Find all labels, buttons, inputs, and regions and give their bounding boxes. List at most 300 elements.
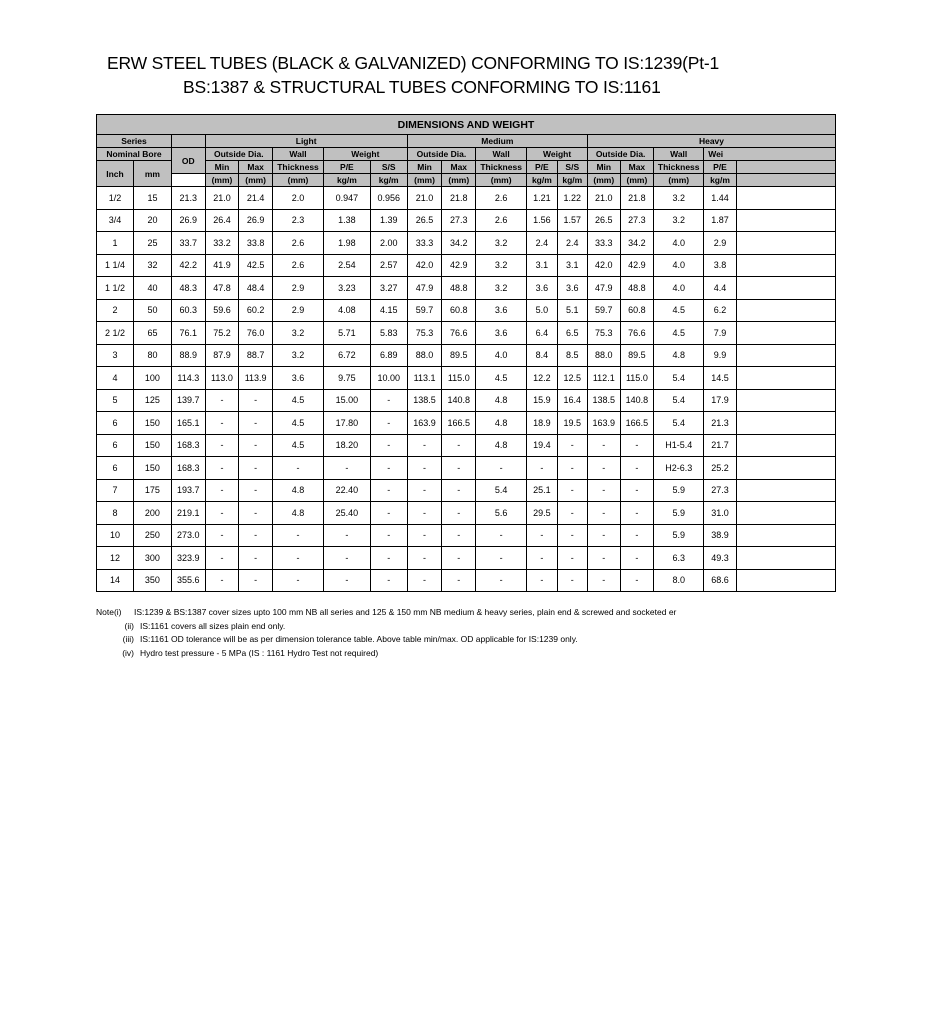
table-cell: 3.6 (476, 322, 527, 345)
table-banner: DIMENSIONS AND WEIGHT (97, 115, 836, 135)
table-cell: - (324, 569, 371, 592)
table-cell: 150 (133, 434, 171, 457)
table-cell: 5.6 (476, 502, 527, 525)
medium-outside-dia-header: Outside Dia. (407, 148, 475, 161)
od-header: OD (171, 148, 205, 174)
header-blank (736, 174, 835, 187)
table-cell: 10 (97, 524, 134, 547)
table-cell: - (620, 524, 654, 547)
table-cell: - (239, 479, 273, 502)
table-cell: - (620, 502, 654, 525)
table-cell: - (205, 569, 239, 592)
table-cell: 47.9 (407, 277, 442, 300)
table-cell: 34.2 (442, 232, 476, 255)
table-cell: 16.4 (557, 389, 587, 412)
table-row (97, 322, 836, 345)
table-cell: 113.0 (205, 367, 239, 390)
table-cell: 21.8 (442, 187, 476, 210)
table-cell: 4.0 (654, 254, 704, 277)
table-cell: - (239, 569, 273, 592)
table-cell: 89.5 (620, 344, 654, 367)
table-cell: 88.0 (587, 344, 620, 367)
table-cell: 7.9 (704, 322, 737, 345)
table-cell: 32 (133, 254, 171, 277)
table-cell: 4.8 (272, 479, 323, 502)
table-cell: 115.0 (442, 367, 476, 390)
table-cell: 1.87 (704, 209, 737, 232)
table-cell: 3.6 (476, 299, 527, 322)
light-ss-unit: kg/m (370, 174, 407, 187)
table-cell: 250 (133, 524, 171, 547)
table-cell: 18.9 (527, 412, 557, 435)
table-cell (736, 277, 835, 300)
table-cell: 27.3 (620, 209, 654, 232)
table-cell: 60.2 (239, 299, 273, 322)
table-cell: 4.5 (272, 412, 323, 435)
heavy-thickness-header: Thickness (654, 161, 704, 174)
table-cell: - (272, 569, 323, 592)
table-cell: - (587, 569, 620, 592)
table-cell: 5.9 (654, 479, 704, 502)
table-cell: 76.0 (239, 322, 273, 345)
table-cell: 5.0 (527, 299, 557, 322)
table-cell: - (324, 547, 371, 570)
table-cell: 6.72 (324, 344, 371, 367)
table-cell: 42.5 (239, 254, 273, 277)
table-cell: 115.0 (620, 367, 654, 390)
table-cell: 6 (97, 457, 134, 480)
table-cell: 163.9 (587, 412, 620, 435)
table-cell: - (370, 479, 407, 502)
table-cell: - (476, 457, 527, 480)
table-cell: 26.4 (205, 209, 239, 232)
table-cell: 18.20 (324, 434, 371, 457)
medium-wall-header: Wall (476, 148, 527, 161)
table-cell (736, 209, 835, 232)
table-row (97, 344, 836, 367)
table-cell: 3.23 (324, 277, 371, 300)
table-cell: - (527, 569, 557, 592)
medium-max-header: Max (442, 161, 476, 174)
table-cell: 15 (133, 187, 171, 210)
table-cell: 2.4 (527, 232, 557, 255)
table-cell: 26.5 (587, 209, 620, 232)
table-cell: - (587, 457, 620, 480)
table-cell: 138.5 (587, 389, 620, 412)
document-title-line-1: ERW STEEL TUBES (BLACK & GALVANIZED) CONFORMING TO IS:1239(Pt-1 (107, 53, 720, 73)
table-cell: - (239, 434, 273, 457)
table-cell: 1 1/4 (97, 254, 134, 277)
table-cell: - (587, 502, 620, 525)
table-cell: 47.8 (205, 277, 239, 300)
table-cell: - (272, 457, 323, 480)
table-row (97, 232, 836, 255)
table-cell: 5.4 (654, 367, 704, 390)
table-cell: 21.8 (620, 187, 654, 210)
table-cell: 2 1/2 (97, 322, 134, 345)
table-cell: - (324, 524, 371, 547)
table-cell: 75.3 (407, 322, 442, 345)
light-max-header: Max (239, 161, 273, 174)
table-cell: 4.0 (654, 232, 704, 255)
table-cell: - (620, 569, 654, 592)
table-cell: 166.5 (620, 412, 654, 435)
table-row (97, 187, 836, 210)
table-cell: 40 (133, 277, 171, 300)
heavy-weight-header: Wei (704, 148, 836, 161)
table-cell (736, 187, 835, 210)
table-cell: 34.2 (620, 232, 654, 255)
table-cell: 59.7 (407, 299, 442, 322)
table-cell: - (527, 547, 557, 570)
table-row (97, 434, 836, 457)
table-cell: 87.9 (205, 344, 239, 367)
table-cell: - (370, 457, 407, 480)
table-cell (736, 457, 835, 480)
table-cell: 3.2 (476, 232, 527, 255)
table-cell: 3.2 (476, 254, 527, 277)
table-cell (736, 434, 835, 457)
table-row (97, 389, 836, 412)
table-cell: 2.0 (272, 187, 323, 210)
table-cell: - (205, 457, 239, 480)
table-cell: 88.7 (239, 344, 273, 367)
table-cell: 2.6 (476, 209, 527, 232)
table-cell (736, 569, 835, 592)
table-cell: 41.9 (205, 254, 239, 277)
light-thickness-unit: (mm) (272, 174, 323, 187)
table-cell: - (205, 479, 239, 502)
table-cell: 42.2 (171, 254, 205, 277)
table-cell: 25 (133, 232, 171, 255)
table-cell: - (442, 524, 476, 547)
table-cell: 65 (133, 322, 171, 345)
table-cell: - (239, 547, 273, 570)
table-row (97, 479, 836, 502)
light-weight-header: Weight (324, 148, 408, 161)
table-cell: - (587, 524, 620, 547)
table-cell: 6.4 (527, 322, 557, 345)
table-cell: - (205, 524, 239, 547)
table-cell: 20 (133, 209, 171, 232)
table-cell: 4 (97, 367, 134, 390)
table-row (97, 547, 836, 570)
table-cell: 125 (133, 389, 171, 412)
table-row (97, 367, 836, 390)
table-cell: 26.9 (239, 209, 273, 232)
table-cell: - (620, 547, 654, 570)
light-pe-unit: kg/m (324, 174, 371, 187)
table-cell: 33.7 (171, 232, 205, 255)
table-cell: - (557, 502, 587, 525)
table-cell: 200 (133, 502, 171, 525)
table-cell: 12 (97, 547, 134, 570)
heavy-pe-unit: kg/m (704, 174, 737, 187)
table-cell: 48.4 (239, 277, 273, 300)
table-cell: - (239, 412, 273, 435)
medium-thickness-unit: (mm) (476, 174, 527, 187)
table-row (97, 209, 836, 232)
table-cell: 21.0 (407, 187, 442, 210)
note-text: IS:1239 & BS:1387 cover sizes upto 100 mm NB all series and 125 & 150 mm NB medium & heavy series, plain end & screwed and socketed er (134, 607, 677, 617)
table-cell: 3/4 (97, 209, 134, 232)
table-cell (736, 232, 835, 255)
table-cell: - (205, 434, 239, 457)
table-cell: 33.3 (587, 232, 620, 255)
table-cell: - (442, 547, 476, 570)
table-cell: - (205, 389, 239, 412)
table-cell: 6.3 (654, 547, 704, 570)
table-cell: - (557, 434, 587, 457)
table-cell: 1.21 (527, 187, 557, 210)
table-cell: - (557, 547, 587, 570)
table-cell: 3.1 (527, 254, 557, 277)
table-cell: - (272, 524, 323, 547)
note-tag: Note(i) (96, 607, 122, 617)
table-cell: 1.38 (324, 209, 371, 232)
table-cell: 5.4 (654, 412, 704, 435)
table-cell: 3 (97, 344, 134, 367)
table-cell: 350 (133, 569, 171, 592)
table-cell: 4.08 (324, 299, 371, 322)
table-cell: 60.8 (620, 299, 654, 322)
note-item (96, 620, 710, 634)
table-cell: 355.6 (171, 569, 205, 592)
table-cell (736, 254, 835, 277)
table-cell: 59.7 (587, 299, 620, 322)
table-cell: 17.80 (324, 412, 371, 435)
table-cell: - (324, 457, 371, 480)
table-cell: 3.2 (272, 322, 323, 345)
table-cell: 2.9 (272, 277, 323, 300)
table-cell: - (407, 457, 442, 480)
table-cell: 21.0 (205, 187, 239, 210)
table-cell: 4.5 (654, 322, 704, 345)
table-cell: - (239, 524, 273, 547)
light-ss-header: S/S (370, 161, 407, 174)
series-header: Series (97, 135, 172, 148)
table-cell: 42.9 (442, 254, 476, 277)
note-tag: (ii) (124, 620, 134, 631)
table-cell: 14.5 (704, 367, 737, 390)
note-tag: (iii) (122, 634, 134, 644)
table-cell: 1.57 (557, 209, 587, 232)
table-cell: 113.1 (407, 367, 442, 390)
table-cell: 68.6 (704, 569, 737, 592)
table-cell: 140.8 (620, 389, 654, 412)
table-cell: 5.1 (557, 299, 587, 322)
dimensions-table-container (96, 114, 730, 596)
table-cell: 76.1 (171, 322, 205, 345)
table-cell: 2.6 (272, 232, 323, 255)
table-cell (736, 524, 835, 547)
light-min-unit: (mm) (205, 174, 239, 187)
table-cell: 6 (97, 434, 134, 457)
table-cell: - (370, 434, 407, 457)
table-row (97, 412, 836, 435)
light-min-header: Min (205, 161, 239, 174)
heavy-outside-dia-header: Outside Dia. (587, 148, 653, 161)
medium-ss-header: S/S (557, 161, 587, 174)
table-cell: - (442, 502, 476, 525)
table-cell: 112.1 (587, 367, 620, 390)
table-cell: 3.1 (557, 254, 587, 277)
table-cell: 6 (97, 412, 134, 435)
table-cell: 4.4 (704, 277, 737, 300)
table-cell: 9.75 (324, 367, 371, 390)
table-cell: 3.6 (527, 277, 557, 300)
table-cell: 12.5 (557, 367, 587, 390)
note-tag: (iv) (122, 647, 134, 658)
table-cell: - (557, 457, 587, 480)
table-cell: 140.8 (442, 389, 476, 412)
table-cell: 168.3 (171, 434, 205, 457)
table-cell: - (370, 502, 407, 525)
table-cell: 3.2 (654, 187, 704, 210)
table-cell: 49.3 (704, 547, 737, 570)
table-cell: 138.5 (407, 389, 442, 412)
header-blank (171, 135, 205, 148)
table-cell: - (407, 502, 442, 525)
table-cell: 163.9 (407, 412, 442, 435)
table-cell: 33.8 (239, 232, 273, 255)
table-cell: 4.8 (654, 344, 704, 367)
document-title-line-2: BS:1387 & STRUCTURAL TUBES CONFORMING TO IS:1161 (183, 77, 661, 97)
table-cell: 42.9 (620, 254, 654, 277)
table-cell: 76.6 (442, 322, 476, 345)
table-row (97, 299, 836, 322)
table-cell: 3.2 (272, 344, 323, 367)
table-cell: 48.8 (620, 277, 654, 300)
table-cell: 2.00 (370, 232, 407, 255)
table-cell: - (476, 569, 527, 592)
table-cell: 8.5 (557, 344, 587, 367)
light-thickness-header: Thickness (272, 161, 323, 174)
table-cell: 33.3 (407, 232, 442, 255)
table-cell: 31.0 (704, 502, 737, 525)
table-cell: - (370, 524, 407, 547)
table-cell: 100 (133, 367, 171, 390)
table-cell: 113.9 (239, 367, 273, 390)
notes-section (96, 606, 710, 660)
medium-min-header: Min (407, 161, 442, 174)
table-cell: - (407, 547, 442, 570)
table-cell: 6.89 (370, 344, 407, 367)
table-cell (736, 479, 835, 502)
table-cell: 1 1/2 (97, 277, 134, 300)
table-cell: H2-6.3 (654, 457, 704, 480)
table-cell: 0.956 (370, 187, 407, 210)
table-cell: 21.4 (239, 187, 273, 210)
table-cell: 1/2 (97, 187, 134, 210)
table-cell: 21.3 (704, 412, 737, 435)
table-cell: - (620, 479, 654, 502)
table-cell: 3.2 (476, 277, 527, 300)
table-cell: 89.5 (442, 344, 476, 367)
table-cell: 27.3 (442, 209, 476, 232)
table-cell: 19.5 (557, 412, 587, 435)
light-header: Light (205, 135, 407, 148)
table-cell: 9.9 (704, 344, 737, 367)
table-cell: 150 (133, 412, 171, 435)
table-cell: 219.1 (171, 502, 205, 525)
table-cell: - (476, 524, 527, 547)
table-row (97, 524, 836, 547)
table-cell: 5.4 (654, 389, 704, 412)
table-cell: - (527, 457, 557, 480)
note-text: Hydro test pressure - 5 MPa (IS : 1161 Hydro Test not required) (140, 647, 379, 658)
table-row (97, 254, 836, 277)
table-cell: 75.2 (205, 322, 239, 345)
table-cell: 27.3 (704, 479, 737, 502)
table-cell: 60.3 (171, 299, 205, 322)
heavy-min-header: Min (587, 161, 620, 174)
table-row (97, 457, 836, 480)
table-cell: 1.22 (557, 187, 587, 210)
table-cell: 2.9 (272, 299, 323, 322)
table-cell: 175 (133, 479, 171, 502)
table-cell: 273.0 (171, 524, 205, 547)
table-cell: - (272, 547, 323, 570)
table-cell: 60.8 (442, 299, 476, 322)
table-cell: 80 (133, 344, 171, 367)
table-cell: - (239, 502, 273, 525)
table-cell: - (587, 434, 620, 457)
nominal-bore-header: Nominal Bore (97, 148, 172, 161)
table-cell (736, 299, 835, 322)
table-cell: - (557, 479, 587, 502)
table-cell: 4.8 (476, 412, 527, 435)
medium-header: Medium (407, 135, 587, 148)
table-cell: 6.2 (704, 299, 737, 322)
table-cell (736, 367, 835, 390)
table-cell: 5 (97, 389, 134, 412)
table-cell: 29.5 (527, 502, 557, 525)
table-cell: 88.0 (407, 344, 442, 367)
note-text: IS:1161 OD tolerance will be as per dimension tolerance table. Above table min/max. OD applicable for IS:1239 only. (140, 634, 578, 644)
table-cell: 4.5 (476, 367, 527, 390)
table-cell: - (239, 457, 273, 480)
table-cell: 165.1 (171, 412, 205, 435)
medium-thickness-header: Thickness (476, 161, 527, 174)
table-cell: 114.3 (171, 367, 205, 390)
table-cell: 6.5 (557, 322, 587, 345)
medium-pe-header: P/E (527, 161, 557, 174)
table-cell: 76.6 (620, 322, 654, 345)
table-cell: 3.27 (370, 277, 407, 300)
table-cell: 14 (97, 569, 134, 592)
table-cell: 4.8 (272, 502, 323, 525)
heavy-min-unit: (mm) (587, 174, 620, 187)
heavy-max-header: Max (620, 161, 654, 174)
table-cell: - (370, 412, 407, 435)
heavy-max-unit: (mm) (620, 174, 654, 187)
table-cell: 2 (97, 299, 134, 322)
table-cell: 17.9 (704, 389, 737, 412)
table-cell: - (407, 479, 442, 502)
table-cell: 38.9 (704, 524, 737, 547)
note-item (96, 633, 710, 647)
table-cell: 47.9 (587, 277, 620, 300)
table-cell: 5.71 (324, 322, 371, 345)
table-cell: 26.9 (171, 209, 205, 232)
table-cell: 1.44 (704, 187, 737, 210)
table-cell: 8.4 (527, 344, 557, 367)
table-cell: 150 (133, 457, 171, 480)
table-cell: - (587, 479, 620, 502)
table-cell: 21.0 (587, 187, 620, 210)
table-cell: 22.40 (324, 479, 371, 502)
